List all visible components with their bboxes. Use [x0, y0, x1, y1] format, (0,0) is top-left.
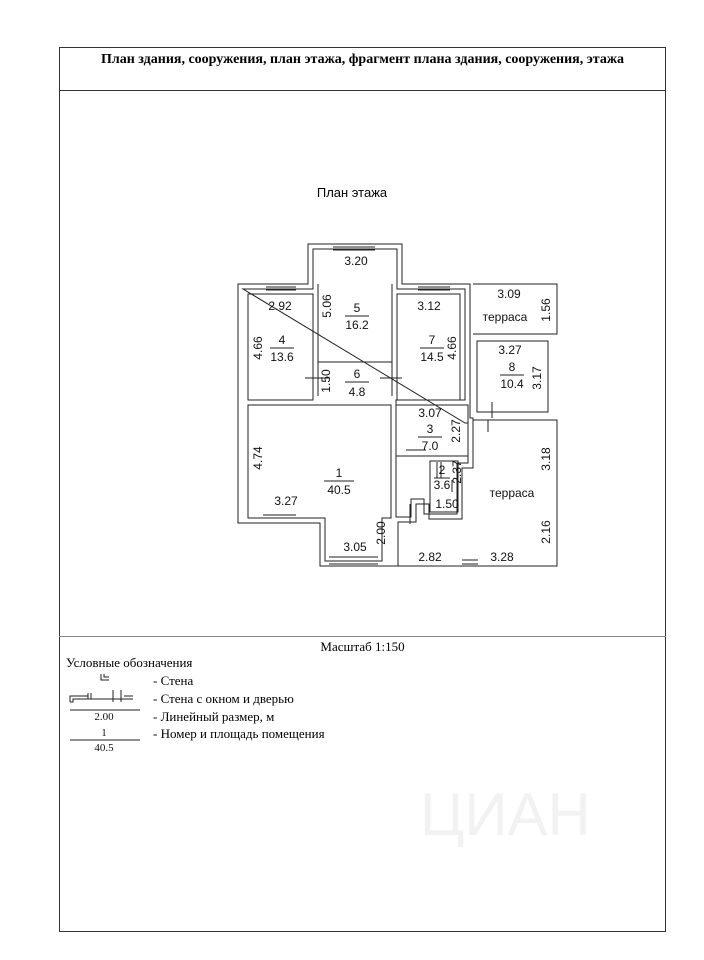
dim-200: 2.00	[374, 521, 388, 545]
dim-150b: 1.50	[435, 497, 459, 511]
room-7-number: 7	[428, 333, 436, 347]
room-5-area: 16.2	[345, 318, 369, 332]
dim-237: 2.37	[450, 460, 464, 484]
legend-room-number-sample: 1	[101, 727, 107, 739]
dim-307: 3.07	[418, 406, 442, 420]
terrace-top-label: терраса	[482, 310, 528, 324]
room-6-area: 4.8	[348, 385, 366, 399]
room-3-area: 7.0	[421, 439, 439, 453]
dim-318: 3.18	[539, 447, 553, 471]
room-1-number: 1	[335, 466, 343, 480]
dim-282: 2.82	[418, 550, 442, 564]
legend-dim-label: - Линейный размер, м	[153, 709, 275, 724]
room-5-number: 5	[353, 301, 361, 315]
dim-466a: 4.66	[251, 336, 265, 360]
room-2-number: 2	[438, 463, 446, 477]
watermark: ЦИАН	[420, 781, 591, 848]
legend-room-label: - Номер и площадь помещения	[153, 726, 325, 741]
room-2-area: 3.6	[433, 478, 451, 492]
plan-title: План этажа	[316, 185, 388, 200]
dim-317: 3.17	[530, 366, 544, 390]
scale-label: Масштаб 1:150	[320, 639, 405, 654]
dim-305: 3.05	[343, 540, 367, 554]
dim-312: 3.12	[417, 299, 441, 313]
room-8-number: 8	[508, 360, 516, 374]
dim-474: 4.74	[251, 446, 265, 470]
legend-wall-label: - Стена	[153, 673, 194, 688]
legend-wall-window-label: - Стена с окном и дверью	[153, 691, 294, 706]
outer-wall-inner	[243, 249, 468, 517]
dim-327b: 3.27	[498, 343, 522, 357]
document-title: План здания, сооружения, план этажа, фрагмент плана здания, сооружения, этажа	[59, 47, 666, 91]
room-3-number: 3	[426, 422, 434, 436]
dim-466b: 4.66	[445, 336, 459, 360]
dim-320: 3.20	[344, 254, 368, 268]
room-4-number: 4	[278, 333, 286, 347]
dim-506: 5.06	[320, 294, 334, 318]
dim-327a: 3.27	[274, 494, 298, 508]
legend-wall-sample	[101, 674, 109, 680]
legend-room-area-sample: 40.5	[94, 742, 114, 754]
room-7-area: 14.5	[420, 350, 444, 364]
room-4-area: 13.6	[270, 350, 294, 364]
dim-309: 3.09	[497, 287, 521, 301]
dim-156: 1.56	[539, 298, 553, 322]
dim-328: 3.28	[490, 550, 514, 564]
dim-150a: 1.50	[319, 369, 333, 393]
legend-separator	[59, 636, 666, 637]
legend-wall-window-sample	[70, 690, 133, 702]
room-8-area: 10.4	[500, 377, 524, 391]
dim-292: 2.92	[268, 299, 292, 313]
dim-227: 2.27	[449, 419, 463, 443]
legend-title: Условные обозначения	[66, 655, 193, 670]
dim-216: 2.16	[539, 520, 553, 544]
legend-dim-sample: 2.00	[94, 711, 114, 723]
room-6-number: 6	[353, 367, 361, 381]
room-1-area: 40.5	[327, 483, 351, 497]
terrace-bottom-label: терраса	[489, 486, 535, 500]
